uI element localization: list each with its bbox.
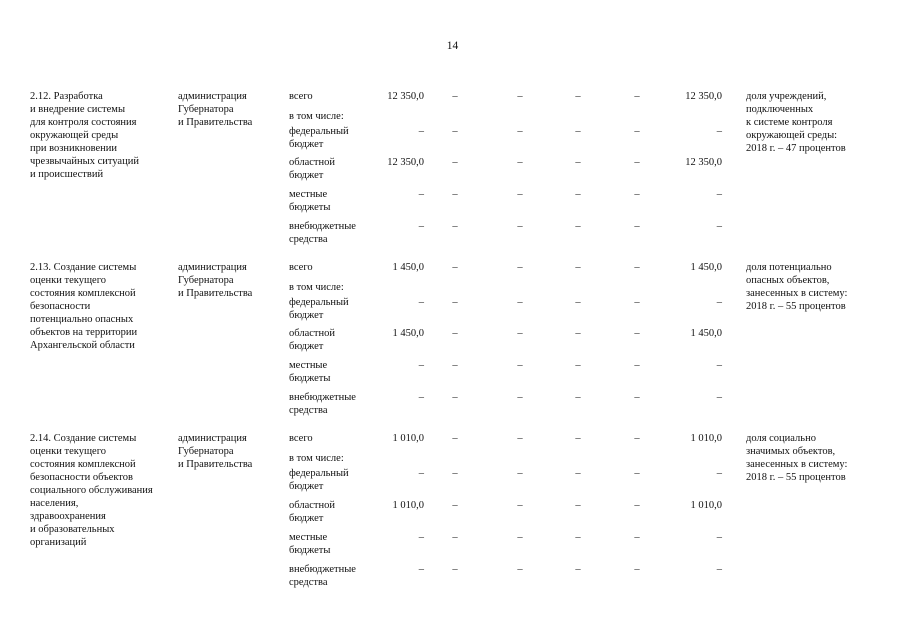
value-year-2: – xyxy=(517,564,523,575)
funding-row xyxy=(0,391,905,423)
value-year-1: – xyxy=(452,564,458,575)
value-year-2: – xyxy=(517,360,523,371)
funding-source: всего xyxy=(289,91,313,102)
value-year-1: – xyxy=(452,500,458,511)
value-total: – xyxy=(418,468,424,479)
value-total: 1 450,0 xyxy=(392,328,424,339)
value-year-1: – xyxy=(452,468,458,479)
value-year-5: – xyxy=(716,360,722,371)
value-year-5: – xyxy=(716,126,722,137)
value-year-2: – xyxy=(517,532,523,543)
program-section xyxy=(0,90,905,250)
value-year-3: – xyxy=(575,157,581,168)
value-year-4: – xyxy=(634,532,640,543)
value-year-5: 12 350,0 xyxy=(685,157,722,168)
value-year-2: – xyxy=(517,297,523,308)
value-total: 1 010,0 xyxy=(392,433,424,444)
target-indicator: доля потенциально опасных объектов, занесенных в систему: 2018 г. – 55 процентов xyxy=(746,262,848,312)
funding-source: областной бюджет xyxy=(289,500,335,524)
value-year-4: – xyxy=(634,189,640,200)
funding-source: внебюджетные средства xyxy=(289,221,356,245)
value-year-1: – xyxy=(452,532,458,543)
value-year-4: – xyxy=(634,297,640,308)
value-year-4: – xyxy=(634,433,640,444)
executor: администрация Губернатора и Правительства xyxy=(178,262,253,299)
value-year-4: – xyxy=(634,500,640,511)
page-number: 14 xyxy=(446,40,459,52)
value-year-5: 1 010,0 xyxy=(690,500,722,511)
funding-source: федеральный бюджет xyxy=(289,297,349,321)
funding-row xyxy=(0,188,905,220)
funding-source: местные бюджеты xyxy=(289,360,331,384)
funding-source: областной бюджет xyxy=(289,157,335,181)
value-year-3: – xyxy=(575,532,581,543)
value-total: – xyxy=(418,532,424,543)
value-year-5: 1 010,0 xyxy=(690,433,722,444)
value-total: 1 010,0 xyxy=(392,500,424,511)
value-year-1: – xyxy=(452,189,458,200)
funding-row xyxy=(0,327,905,359)
activity-name: 2.13. Создание системы оценки текущего состояния комплексной безопасности потенциально опасных объектов на территории Архангельской области xyxy=(30,262,138,351)
program-section xyxy=(0,261,905,421)
value-year-1: – xyxy=(452,91,458,102)
funding-row xyxy=(0,220,905,252)
value-total: 12 350,0 xyxy=(387,157,424,168)
value-year-4: – xyxy=(634,126,640,137)
value-year-3: – xyxy=(575,126,581,137)
funding-source: местные бюджеты xyxy=(289,189,331,213)
funding-source: местные бюджеты xyxy=(289,532,331,556)
executor: администрация Губернатора и Правительства xyxy=(178,433,253,470)
value-year-5: – xyxy=(716,532,722,543)
value-year-1: – xyxy=(452,297,458,308)
value-year-3: – xyxy=(575,433,581,444)
target-indicator: доля социально значимых объектов, занесенных в систему: 2018 г. – 55 процентов xyxy=(746,433,848,483)
activity-name: 2.12. Разработка и внедрение системы для контроля состояния окружающей среды при возникновении чрезвычайных ситуаций и происшествий xyxy=(30,91,139,180)
value-total: – xyxy=(418,297,424,308)
value-year-4: – xyxy=(634,564,640,575)
funding-source: внебюджетные средства xyxy=(289,392,356,416)
executor: администрация Губернатора и Правительства xyxy=(178,91,253,128)
funding-source: федеральный бюджет xyxy=(289,126,349,150)
funding-row xyxy=(0,125,905,157)
funding-source: всего xyxy=(289,262,313,273)
value-year-5: 1 450,0 xyxy=(690,262,722,273)
value-total: – xyxy=(418,564,424,575)
funding-row xyxy=(0,467,905,499)
value-total: – xyxy=(418,221,424,232)
funding-source: в том числе: xyxy=(289,282,344,293)
funding-source: внебюджетные средства xyxy=(289,564,356,588)
value-year-5: 12 350,0 xyxy=(685,91,722,102)
value-year-4: – xyxy=(634,328,640,339)
value-total: – xyxy=(418,360,424,371)
value-year-3: – xyxy=(575,392,581,403)
value-year-5: – xyxy=(716,189,722,200)
activity-name: 2.14. Создание системы оценки текущего состояния комплексной безопасности объектов социального обслуживания населения, здравоохранения и образовательных организаций xyxy=(30,433,153,548)
value-year-1: – xyxy=(452,157,458,168)
value-year-4: – xyxy=(634,221,640,232)
value-year-1: – xyxy=(452,328,458,339)
funding-row xyxy=(0,156,905,188)
value-total: 12 350,0 xyxy=(387,91,424,102)
value-year-4: – xyxy=(634,392,640,403)
value-year-1: – xyxy=(452,392,458,403)
value-year-2: – xyxy=(517,500,523,511)
value-year-3: – xyxy=(575,262,581,273)
program-section xyxy=(0,432,905,597)
value-year-3: – xyxy=(575,328,581,339)
value-year-3: – xyxy=(575,564,581,575)
value-year-3: – xyxy=(575,468,581,479)
value-total: – xyxy=(418,392,424,403)
value-year-3: – xyxy=(575,297,581,308)
value-year-3: – xyxy=(575,221,581,232)
value-year-1: – xyxy=(452,126,458,137)
funding-source: всего xyxy=(289,433,313,444)
value-year-5: – xyxy=(716,297,722,308)
funding-source: в том числе: xyxy=(289,453,344,464)
value-year-3: – xyxy=(575,91,581,102)
funding-source: федеральный бюджет xyxy=(289,468,349,492)
value-total: – xyxy=(418,189,424,200)
value-year-5: – xyxy=(716,468,722,479)
value-year-5: – xyxy=(716,392,722,403)
value-year-2: – xyxy=(517,91,523,102)
value-year-2: – xyxy=(517,189,523,200)
value-year-2: – xyxy=(517,328,523,339)
funding-row xyxy=(0,531,905,563)
value-year-4: – xyxy=(634,468,640,479)
value-year-2: – xyxy=(517,392,523,403)
value-year-2: – xyxy=(517,157,523,168)
value-total: – xyxy=(418,126,424,137)
value-year-3: – xyxy=(575,360,581,371)
value-year-2: – xyxy=(517,221,523,232)
value-year-5: 1 450,0 xyxy=(690,328,722,339)
funding-source: областной бюджет xyxy=(289,328,335,352)
value-year-1: – xyxy=(452,262,458,273)
target-indicator: доля учреждений, подключенных к системе контроля окружающей среды: 2018 г. – 47 процентов xyxy=(746,91,846,154)
value-year-1: – xyxy=(452,221,458,232)
value-year-2: – xyxy=(517,468,523,479)
funding-source: в том числе: xyxy=(289,111,344,122)
value-year-2: – xyxy=(517,433,523,444)
value-year-1: – xyxy=(452,433,458,444)
value-year-4: – xyxy=(634,360,640,371)
value-year-1: – xyxy=(452,360,458,371)
value-year-3: – xyxy=(575,189,581,200)
funding-row xyxy=(0,563,905,595)
funding-row xyxy=(0,499,905,531)
funding-row xyxy=(0,359,905,391)
value-year-4: – xyxy=(634,91,640,102)
value-year-4: – xyxy=(634,157,640,168)
value-year-3: – xyxy=(575,500,581,511)
value-year-2: – xyxy=(517,126,523,137)
value-year-2: – xyxy=(517,262,523,273)
value-total: 1 450,0 xyxy=(392,262,424,273)
value-year-4: – xyxy=(634,262,640,273)
value-year-5: – xyxy=(716,221,722,232)
funding-row xyxy=(0,296,905,328)
value-year-5: – xyxy=(716,564,722,575)
